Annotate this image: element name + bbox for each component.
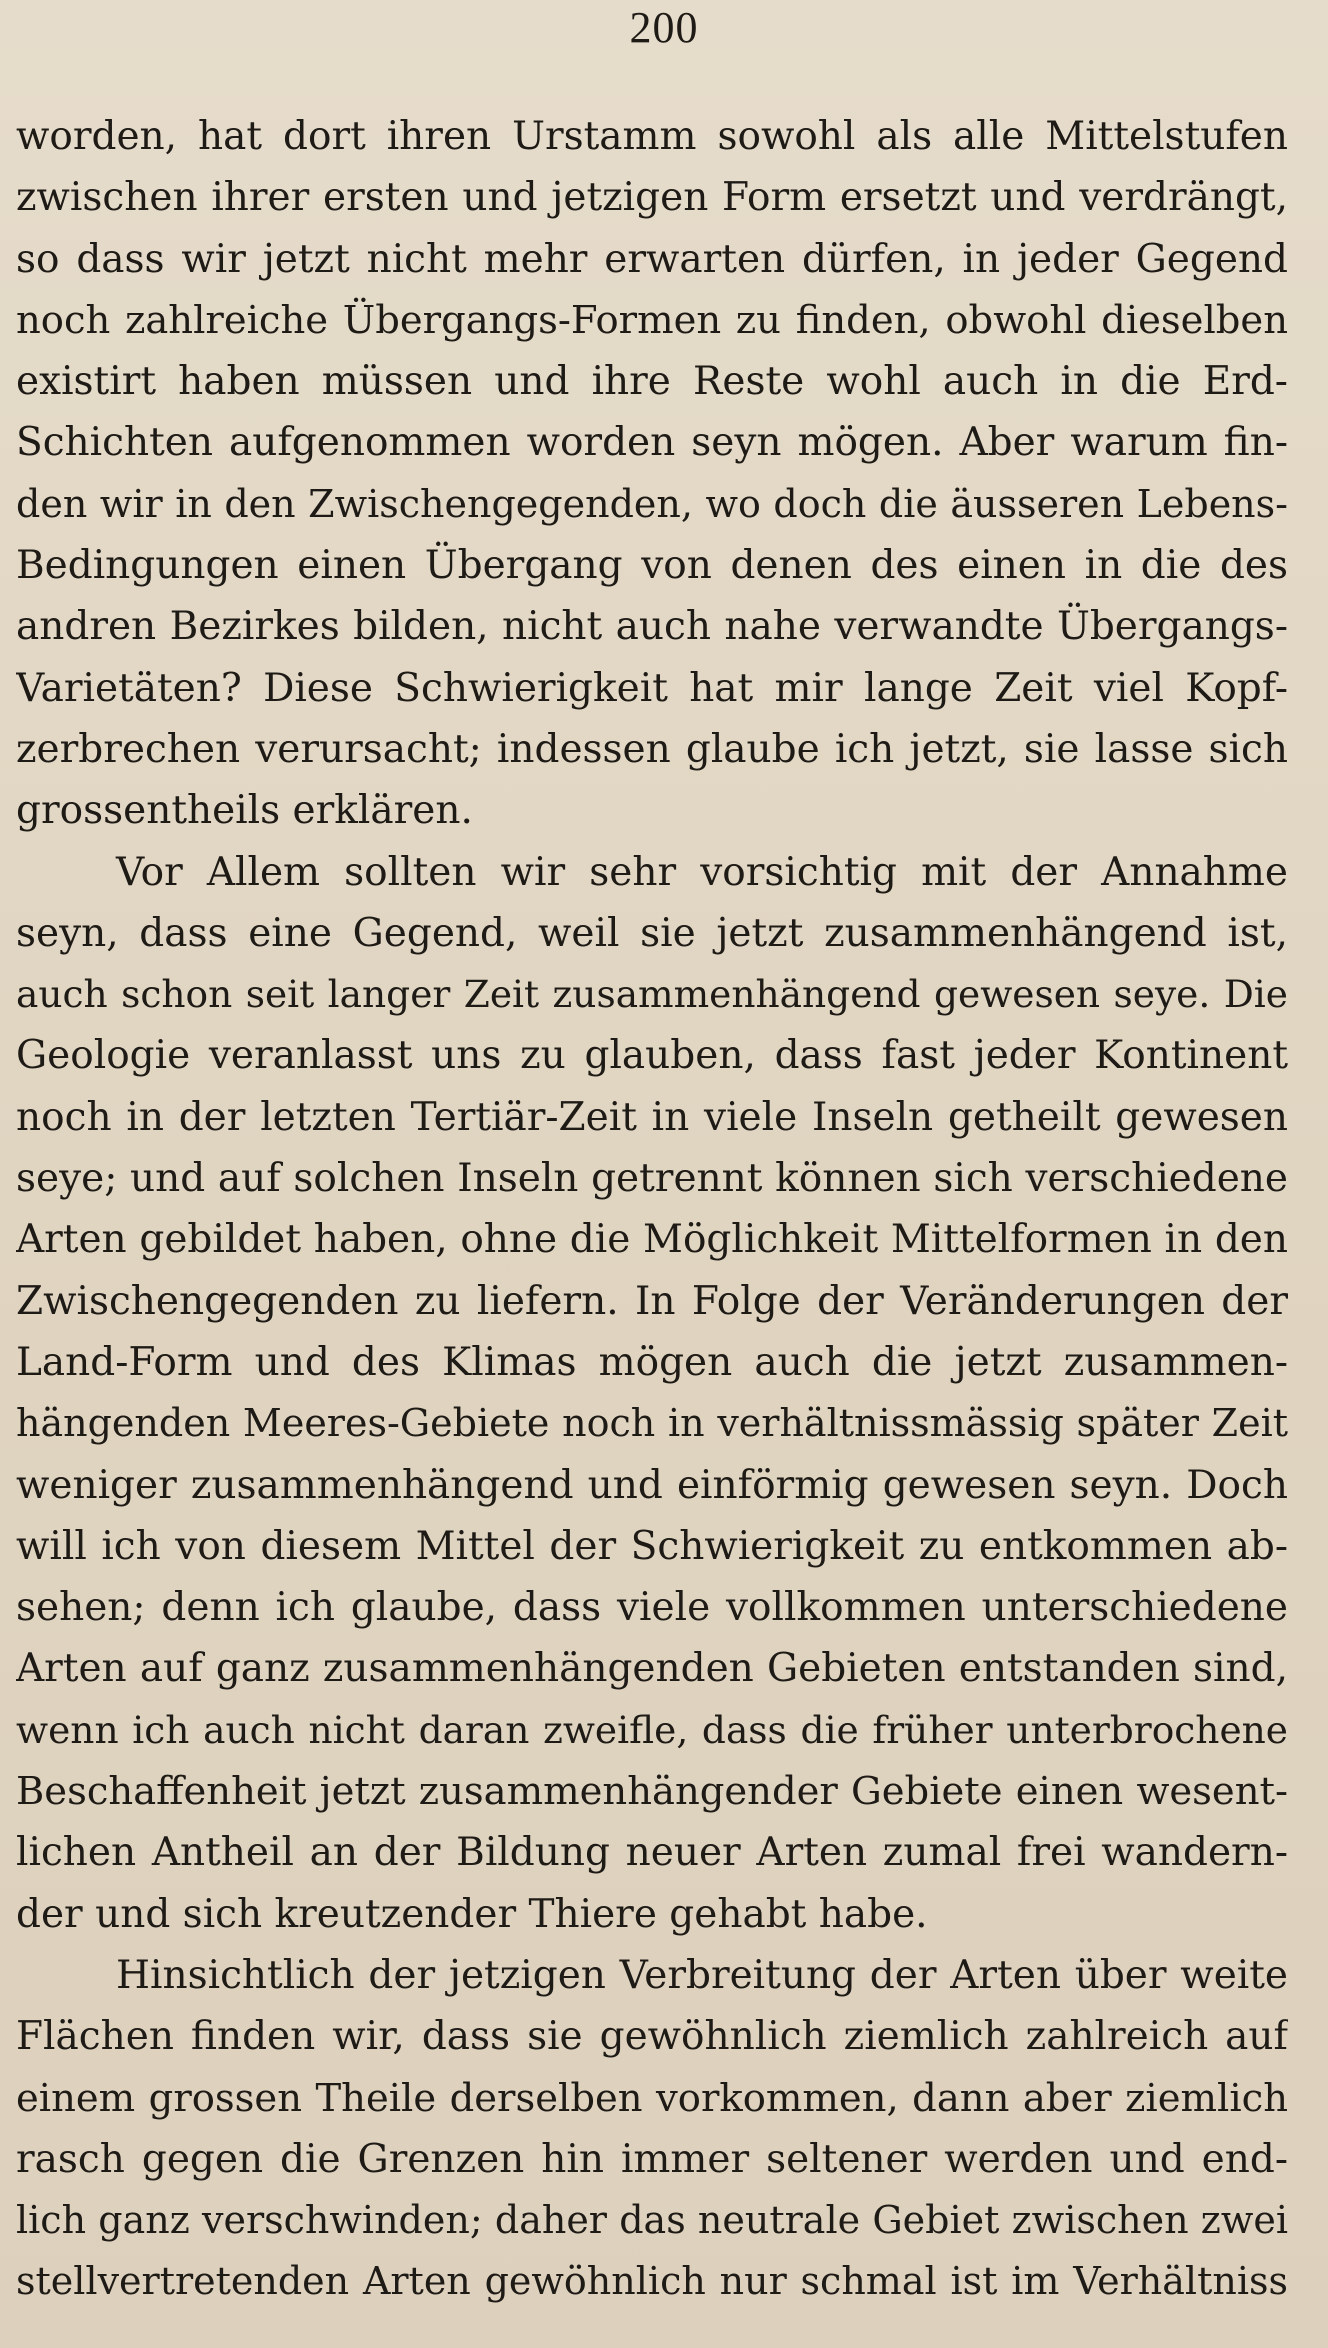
text-line: Arten auf ganz zusammenhängenden Gebieten entstanden sind, xyxy=(16,1646,1288,1692)
text-line: Hinsichtlich der jetzigen Verbreitung der Arten über weite xyxy=(116,1952,1288,1998)
text-line: grossentheils erklären. xyxy=(16,788,473,834)
text-line: hängenden Meeres-Gebiete noch in verhältnissmässig später Zeit xyxy=(16,1401,1288,1446)
text-line: wenn ich auch nicht daran zweifle, dass die früher unterbrochene xyxy=(16,1707,1288,1752)
text-line: Vor Allem sollten wir sehr vorsichtig mit der Annahme xyxy=(116,849,1288,895)
text-line: auch schon seit langer Zeit zusammenhängend gewesen seye. Die xyxy=(16,972,1288,1017)
text-line: Flächen finden wir, dass sie gewöhnlich ziemlich zahlreich auf xyxy=(16,2014,1288,2060)
text-line: Land-Form und des Klimas mögen auch die jetzt zusammen- xyxy=(16,1339,1288,1385)
text-line: lichen Antheil an der Bildung neuer Arten zumal frei wandern- xyxy=(16,1830,1288,1876)
paragraph-1 xyxy=(16,106,1288,842)
paragraph-2 xyxy=(16,842,1288,1945)
text-line: seyn, dass eine Gegend, weil sie jetzt zusammenhängend ist, xyxy=(16,910,1288,956)
page-number: 200 xyxy=(629,3,699,52)
text-line: so dass wir jetzt nicht mehr erwarten dürfen, in jeder Gegend xyxy=(16,236,1288,282)
text-line: einem grossen Theile derselben vorkommen, dann aber ziemlich xyxy=(16,2075,1288,2121)
text-line: zwischen ihrer ersten und jetzigen Form ersetzt und verdrängt, xyxy=(16,175,1288,221)
text-line: Schichten aufgenommen worden seyn mögen. Aber warum fin- xyxy=(16,420,1288,466)
text-line: Zwischengegenden zu liefern. In Folge der Veränderungen der xyxy=(16,1278,1288,1324)
body-text xyxy=(16,106,1288,2313)
text-line: lich ganz verschwinden; daher das neutrale Gebiet zwischen zwei xyxy=(16,2198,1288,2243)
text-line: existirt haben müssen und ihre Reste wohl auch in die Erd- xyxy=(16,359,1288,405)
text-line: Bedingungen einen Übergang von denen des einen in die des xyxy=(16,543,1288,589)
text-line: der und sich kreutzender Thiere gehabt habe. xyxy=(16,1891,928,1937)
text-line: zerbrechen verursacht; indessen glaube ich jetzt, sie lasse sich xyxy=(16,726,1288,772)
text-line: will ich von diesem Mittel der Schwierigkeit zu entkommen ab- xyxy=(16,1523,1288,1569)
text-line: worden, hat dort ihren Urstamm sowohl als alle Mittelstufen xyxy=(16,114,1288,159)
text-line: Arten gebildet haben, ohne die Möglichkeit Mittelformen in den xyxy=(16,1217,1288,1263)
text-line: andren Bezirkes bilden, nicht auch nahe verwandte Übergangs- xyxy=(16,604,1288,650)
text-line: den wir in den Zwischengegenden, wo doch die äusseren Lebens- xyxy=(16,481,1288,526)
paragraph-3 xyxy=(16,1945,1288,2313)
text-line: sehen; denn ich glaube, dass viele vollkommen unterschiedene xyxy=(16,1585,1288,1631)
text-line: noch zahlreiche Übergangs-Formen zu finden, obwohl dieselben xyxy=(16,297,1288,343)
text-line: rasch gegen die Grenzen hin immer seltener werden und end- xyxy=(16,2136,1288,2182)
text-line: Geologie veranlasst uns zu glauben, dass fast jeder Kontinent xyxy=(16,1033,1288,1079)
text-line: Varietäten? Diese Schwierigkeit hat mir lange Zeit viel Kopf- xyxy=(16,665,1288,711)
text-line: weniger zusammenhängend und einförmig gewesen seyn. Doch xyxy=(16,1462,1288,1508)
text-line: stellvertretenden Arten gewöhnlich nur schmal ist im Verhältniss xyxy=(16,2259,1288,2304)
text-line: Beschaffenheit jetzt zusammenhängender Gebiete einen wesent- xyxy=(16,1769,1288,1815)
text-line: noch in der letzten Tertiär-Zeit in viele Inseln getheilt gewesen xyxy=(16,1094,1288,1140)
text-line: seye; und auf solchen Inseln getrennt können sich verschiedene xyxy=(16,1156,1288,1202)
